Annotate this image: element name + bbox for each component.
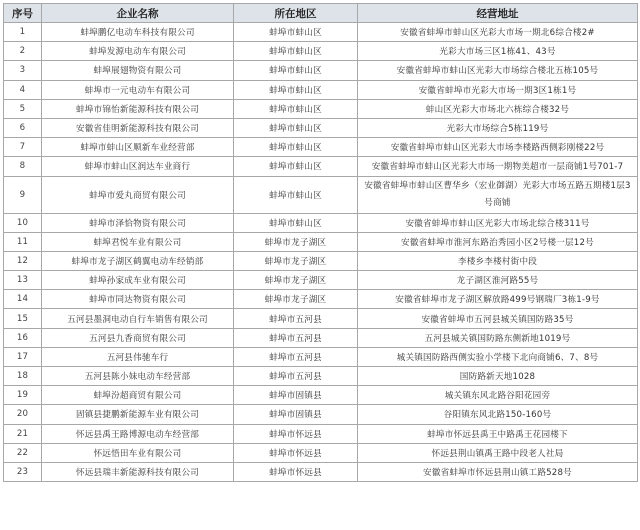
address-cell: 安徽省蚌埠市蚌山区曹华乡（宏业御湖）光彩大市场五路五期楼1层3号商铺 [358, 176, 638, 213]
company-name-cell: 蚌埠市龙子湖区鹤翼电动车经销部 [42, 251, 234, 270]
row-index-cell: 12 [4, 251, 42, 270]
row-index-cell: 22 [4, 443, 42, 462]
address-cell: 安徽省蚌埠市蚌山区光彩大市场一期物美超市一层商铺1号701-7 [358, 157, 638, 176]
enterprise-table-container [3, 3, 638, 482]
table-row [4, 232, 638, 251]
address-cell: 龙子湖区淮河路55号 [358, 271, 638, 290]
region-cell: 蚌埠市蚌山区 [234, 176, 358, 213]
company-name-cell: 怀远县禹王路博源电动车经营部 [42, 424, 234, 443]
address-cell: 怀远县荆山镇禹王路中段老人社局 [358, 443, 638, 462]
table-row [4, 23, 638, 42]
table-row [4, 386, 638, 405]
row-index-cell: 5 [4, 99, 42, 118]
address-cell: 城关镇国防路西侧实验小学楼下北向商铺6、7、8号 [358, 347, 638, 366]
company-name-cell: 蚌埠市同达物资有限公司 [42, 290, 234, 309]
address-cell: 安徽省蚌埠市蚌山区光彩大市场李楼路西侧彩刚楼22号 [358, 138, 638, 157]
company-name-cell: 蚌埠鹏亿电动车科技有限公司 [42, 23, 234, 42]
row-index-cell: 19 [4, 386, 42, 405]
table-row [4, 271, 638, 290]
table-row [4, 80, 638, 99]
region-cell: 蚌埠市龙子湖区 [234, 232, 358, 251]
row-index-cell: 13 [4, 271, 42, 290]
company-name-cell: 蚌埠市爱丸商贸有限公司 [42, 176, 234, 213]
table-row [4, 99, 638, 118]
company-name-cell: 五河县九香商贸有限公司 [42, 328, 234, 347]
region-cell: 蚌埠市固镇县 [234, 405, 358, 424]
address-cell: 蚌埠市怀远县禹王中路禹王花园楼下 [358, 424, 638, 443]
row-index-cell: 6 [4, 118, 42, 137]
region-cell: 蚌埠市蚌山区 [234, 213, 358, 232]
table-row [4, 462, 638, 481]
region-cell: 蚌埠市怀远县 [234, 443, 358, 462]
row-index-cell: 8 [4, 157, 42, 176]
company-name-cell: 蚌埠展翅物资有限公司 [42, 61, 234, 80]
region-cell: 蚌埠市蚌山区 [234, 99, 358, 118]
table-row [4, 157, 638, 176]
row-index-cell: 7 [4, 138, 42, 157]
address-cell: 谷阳镇东风北路150-160号 [358, 405, 638, 424]
row-index-cell: 9 [4, 176, 42, 213]
table-header-row [4, 4, 638, 23]
row-index-cell: 14 [4, 290, 42, 309]
company-name-cell: 蚌埠市泽恰物资有限公司 [42, 213, 234, 232]
company-name-cell: 怀远县瑞丰新能源科技有限公司 [42, 462, 234, 481]
region-cell: 蚌埠市蚌山区 [234, 23, 358, 42]
header-address: 经营地址 [358, 4, 638, 23]
table-row [4, 443, 638, 462]
header-region: 所在地区 [234, 4, 358, 23]
address-cell: 安徽省蚌埠市蚌山区光彩大市场北综合楼311号 [358, 213, 638, 232]
region-cell: 蚌埠市五河县 [234, 347, 358, 366]
company-name-cell: 五河县伟驰车行 [42, 347, 234, 366]
address-cell: 安徽省蚌埠市龙子湖区解放路499号钢瑞厂3栋1-9号 [358, 290, 638, 309]
table-row [4, 213, 638, 232]
row-index-cell: 16 [4, 328, 42, 347]
company-name-cell: 蚌埠发源电动车有限公司 [42, 42, 234, 61]
region-cell: 蚌埠市固镇县 [234, 386, 358, 405]
address-cell: 李楼乡李楼村街中段 [358, 251, 638, 270]
region-cell: 蚌埠市蚌山区 [234, 118, 358, 137]
table-body [4, 23, 638, 482]
region-cell: 蚌埠市蚌山区 [234, 42, 358, 61]
address-cell: 城关镇东风北路谷阳花园旁 [358, 386, 638, 405]
company-name-cell: 蚌埠市蚌山区顺新车业经营部 [42, 138, 234, 157]
table-row [4, 290, 638, 309]
table-row [4, 405, 638, 424]
row-index-cell: 3 [4, 61, 42, 80]
row-index-cell: 18 [4, 367, 42, 386]
table-row [4, 176, 638, 213]
address-cell: 国防路新天地1028 [358, 367, 638, 386]
address-cell: 安徽省蚌埠市蚌山区光彩大市场一期北6综合楼2# [358, 23, 638, 42]
enterprise-table [3, 3, 638, 482]
row-index-cell: 23 [4, 462, 42, 481]
company-name-cell: 怀远悟田车业有限公司 [42, 443, 234, 462]
company-name-cell: 蚌埠孙家成车业有限公司 [42, 271, 234, 290]
row-index-cell: 17 [4, 347, 42, 366]
region-cell: 蚌埠市五河县 [234, 309, 358, 328]
region-cell: 蚌埠市蚌山区 [234, 80, 358, 99]
company-name-cell: 蚌埠市一元电动车有限公司 [42, 80, 234, 99]
row-index-cell: 2 [4, 42, 42, 61]
region-cell: 蚌埠市蚌山区 [234, 157, 358, 176]
address-cell: 安徽省蚌埠市光彩大市场一期3区1栋1号 [358, 80, 638, 99]
region-cell: 蚌埠市蚌山区 [234, 61, 358, 80]
row-index-cell: 10 [4, 213, 42, 232]
address-cell: 蚌山区光彩大市场北六栋综合楼32号 [358, 99, 638, 118]
address-cell: 五河县城关镇国防路东侧新地1019号 [358, 328, 638, 347]
row-index-cell: 4 [4, 80, 42, 99]
region-cell: 蚌埠市五河县 [234, 367, 358, 386]
table-row [4, 251, 638, 270]
company-name-cell: 蚌埠市蚌山区润达车业商行 [42, 157, 234, 176]
company-name-cell: 安徽省佳明新能源科技有限公司 [42, 118, 234, 137]
table-row [4, 424, 638, 443]
row-index-cell: 1 [4, 23, 42, 42]
table-row [4, 347, 638, 366]
row-index-cell: 21 [4, 424, 42, 443]
table-row [4, 42, 638, 61]
company-name-cell: 蚌埠汾超商贸有限公司 [42, 386, 234, 405]
region-cell: 蚌埠市蚌山区 [234, 138, 358, 157]
address-cell: 安徽省蚌埠市淮河东路治秀园小区2号楼一层12号 [358, 232, 638, 251]
row-index-cell: 11 [4, 232, 42, 251]
company-name-cell: 蚌埠君悦车业有限公司 [42, 232, 234, 251]
company-name-cell: 蚌埠市锦怡新能源科技有限公司 [42, 99, 234, 118]
address-cell: 安徽省蚌埠市蚌山区光彩大市场综合楼北五栋105号 [358, 61, 638, 80]
region-cell: 蚌埠市怀远县 [234, 462, 358, 481]
region-cell: 蚌埠市怀远县 [234, 424, 358, 443]
table-row [4, 328, 638, 347]
company-name-cell: 五河县陈小妹电动车经营部 [42, 367, 234, 386]
address-cell: 光彩大市场三区1栋41、43号 [358, 42, 638, 61]
address-cell: 光彩大市场综合5栋119号 [358, 118, 638, 137]
table-row [4, 118, 638, 137]
address-cell: 安徽省蚌埠市怀远县荆山镇工路528号 [358, 462, 638, 481]
row-index-cell: 20 [4, 405, 42, 424]
header-company-name: 企业名称 [42, 4, 234, 23]
company-name-cell: 固镇县捷鹏新能源车业有限公司 [42, 405, 234, 424]
table-row [4, 309, 638, 328]
table-row [4, 367, 638, 386]
header-index: 序号 [4, 4, 42, 23]
table-row [4, 138, 638, 157]
region-cell: 蚌埠市五河县 [234, 328, 358, 347]
address-cell: 安徽省蚌埠市五河县城关镇国防路35号 [358, 309, 638, 328]
table-row [4, 61, 638, 80]
region-cell: 蚌埠市龙子湖区 [234, 290, 358, 309]
row-index-cell: 15 [4, 309, 42, 328]
company-name-cell: 五河县墨洞电动自行车销售有限公司 [42, 309, 234, 328]
region-cell: 蚌埠市龙子湖区 [234, 271, 358, 290]
region-cell: 蚌埠市龙子湖区 [234, 251, 358, 270]
